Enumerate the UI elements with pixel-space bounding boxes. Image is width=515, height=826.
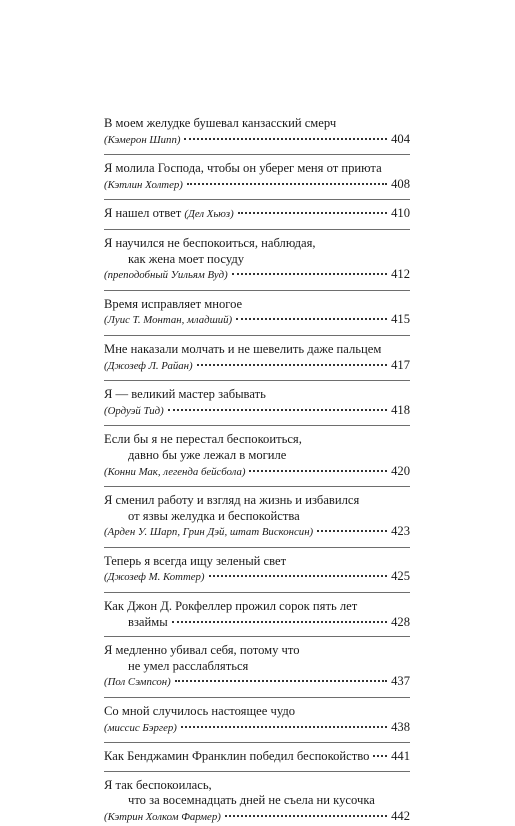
entry-author-line bbox=[104, 569, 410, 586]
entry-title: Я сменил работу и взгляд на жизнь и избавился bbox=[104, 493, 360, 508]
toc-entry-15[interactable] bbox=[104, 778, 410, 826]
toc-entry-12[interactable] bbox=[104, 643, 410, 691]
toc-entry-10[interactable] bbox=[104, 554, 410, 586]
entry-title: Со мной случилось настоящее чудо bbox=[104, 704, 296, 719]
toc-entry-1[interactable] bbox=[104, 116, 410, 148]
dot-leader bbox=[209, 575, 388, 577]
entry-author-line bbox=[104, 132, 410, 149]
toc-entry-9[interactable] bbox=[104, 493, 410, 541]
entry-author-line bbox=[104, 524, 410, 541]
toc-entry-4[interactable] bbox=[104, 236, 410, 284]
toc-entry-5[interactable] bbox=[104, 297, 410, 329]
entry-title-cont: взаймы bbox=[128, 614, 168, 629]
dot-leader bbox=[225, 815, 387, 817]
separator bbox=[104, 742, 410, 743]
page-number: 417 bbox=[391, 357, 410, 372]
separator bbox=[104, 425, 410, 426]
separator bbox=[104, 547, 410, 548]
entry-title: Я научился не беспокоиться, наблюдая, bbox=[104, 235, 316, 250]
entry-author: (Кэтлин Холтер) bbox=[104, 178, 183, 191]
entry-title-wrap bbox=[104, 206, 234, 223]
separator bbox=[104, 380, 410, 381]
entry-author: (Дел Хьюз) bbox=[184, 208, 234, 221]
page-number: 428 bbox=[391, 614, 410, 629]
entry-author-line bbox=[104, 267, 410, 284]
entry-author-line bbox=[104, 674, 410, 691]
entry-title: Как Бенджамин Франклин победил беспокойство bbox=[104, 749, 370, 764]
toc-entry-14[interactable] bbox=[104, 749, 410, 765]
entry-author: (Арден У. Шарп, Грин Дэй, штат Висконсин) bbox=[104, 526, 314, 539]
page-number: 425 bbox=[391, 569, 410, 584]
entry-author: (Ордуэй Тид) bbox=[104, 404, 164, 417]
separator bbox=[104, 771, 410, 772]
dot-leader bbox=[184, 138, 387, 140]
page-number: 404 bbox=[391, 131, 410, 146]
dot-leader bbox=[187, 183, 387, 185]
toc-entry-6[interactable] bbox=[104, 342, 410, 374]
page-number: 437 bbox=[391, 674, 410, 689]
entry-title-line bbox=[104, 749, 410, 765]
page-number: 415 bbox=[391, 312, 410, 327]
entry-author-line bbox=[104, 177, 410, 194]
entry-author-line bbox=[104, 809, 410, 826]
page-number: 408 bbox=[391, 176, 410, 191]
page-number: 423 bbox=[391, 524, 410, 539]
entry-author: (Конни Мак, легенда бейсбола) bbox=[104, 465, 246, 478]
entry-author: (преподобный Уильям Вуд) bbox=[104, 269, 228, 282]
entry-title: Я так беспокоилась, bbox=[104, 777, 212, 792]
entry-title-cont: что за восемнадцать дней не съела ни кусочка bbox=[128, 793, 375, 808]
entry-author: (миссис Бэргер) bbox=[104, 721, 177, 734]
toc-entry-13[interactable] bbox=[104, 704, 410, 736]
entry-author: (Джозеф Л. Райан) bbox=[104, 359, 193, 372]
entry-title-cont: давно бы уже лежал в могиле bbox=[128, 447, 287, 462]
entry-title-cont: как жена моет посуду bbox=[128, 251, 245, 266]
dot-leader bbox=[175, 680, 387, 682]
entry-author: (Кэмерон Шипп) bbox=[104, 133, 181, 146]
entry-title: Теперь я всегда ищу зеленый свет bbox=[104, 553, 287, 568]
entry-title: Мне наказали молчать и не шевелить даже пальцем bbox=[104, 341, 382, 356]
separator bbox=[104, 697, 410, 698]
separator bbox=[104, 335, 410, 336]
entry-title-cont: от язвы желудка и беспокойства bbox=[128, 508, 300, 523]
entry-title: Я медленно убивал себя, потому что bbox=[104, 643, 300, 658]
entry-title: В моем желудке бушевал канзасский смерч bbox=[104, 116, 337, 130]
entry-title: Я молила Господа, чтобы он уберег меня от приюта bbox=[104, 161, 382, 176]
dot-leader bbox=[197, 364, 387, 366]
dot-leader bbox=[172, 621, 387, 623]
toc-entry-8[interactable] bbox=[104, 432, 410, 480]
entry-author-line bbox=[104, 464, 410, 481]
toc-entry-7[interactable] bbox=[104, 387, 410, 419]
page-number: 438 bbox=[391, 719, 410, 734]
separator bbox=[104, 154, 410, 155]
toc-entry-3[interactable] bbox=[104, 206, 410, 223]
toc-entry-11[interactable] bbox=[104, 599, 410, 630]
entry-author: (Кэтрин Холком Фармер) bbox=[104, 811, 221, 823]
entry-title: Я — великий мастер забывать bbox=[104, 387, 266, 402]
entry-title: Если бы я не перестал беспокоиться, bbox=[104, 432, 302, 447]
separator bbox=[104, 486, 410, 487]
entry-author-line bbox=[104, 358, 410, 375]
dot-leader bbox=[236, 318, 387, 320]
page-number: 410 bbox=[391, 206, 410, 221]
page-number: 441 bbox=[391, 749, 410, 764]
entry-title-line bbox=[104, 206, 410, 223]
dot-leader bbox=[232, 273, 387, 275]
entry-author: (Джозеф М. Коттер) bbox=[104, 571, 205, 584]
entry-title: Как Джон Д. Рокфеллер прожил сорок пять лет bbox=[104, 599, 358, 614]
entry-author-line bbox=[104, 403, 410, 420]
entry-title: Я нашел ответ bbox=[104, 206, 182, 221]
table-of-contents bbox=[104, 116, 410, 826]
entry-author: (Пол Сэмпсон) bbox=[104, 676, 171, 689]
dot-leader bbox=[249, 470, 387, 472]
entry-title-cont: не умел расслабляться bbox=[128, 658, 249, 673]
page-number: 418 bbox=[391, 402, 410, 417]
toc-entry-2[interactable] bbox=[104, 161, 410, 193]
dot-leader bbox=[238, 212, 387, 214]
separator bbox=[104, 636, 410, 637]
page-number: 412 bbox=[391, 267, 410, 282]
entry-title: Время исправляет многое bbox=[104, 296, 243, 311]
page-number: 442 bbox=[391, 809, 410, 823]
separator bbox=[104, 199, 410, 200]
dot-leader bbox=[168, 409, 387, 411]
entry-author-line bbox=[104, 720, 410, 737]
entry-title-cont-line bbox=[104, 615, 410, 631]
dot-leader bbox=[373, 755, 387, 757]
separator bbox=[104, 592, 410, 593]
dot-leader bbox=[317, 530, 387, 532]
page-number: 420 bbox=[391, 463, 410, 478]
entry-author: (Луис Т. Монтан, младший) bbox=[104, 314, 233, 327]
separator bbox=[104, 290, 410, 291]
separator bbox=[104, 229, 410, 230]
entry-author-line bbox=[104, 312, 410, 329]
dot-leader bbox=[181, 726, 387, 728]
